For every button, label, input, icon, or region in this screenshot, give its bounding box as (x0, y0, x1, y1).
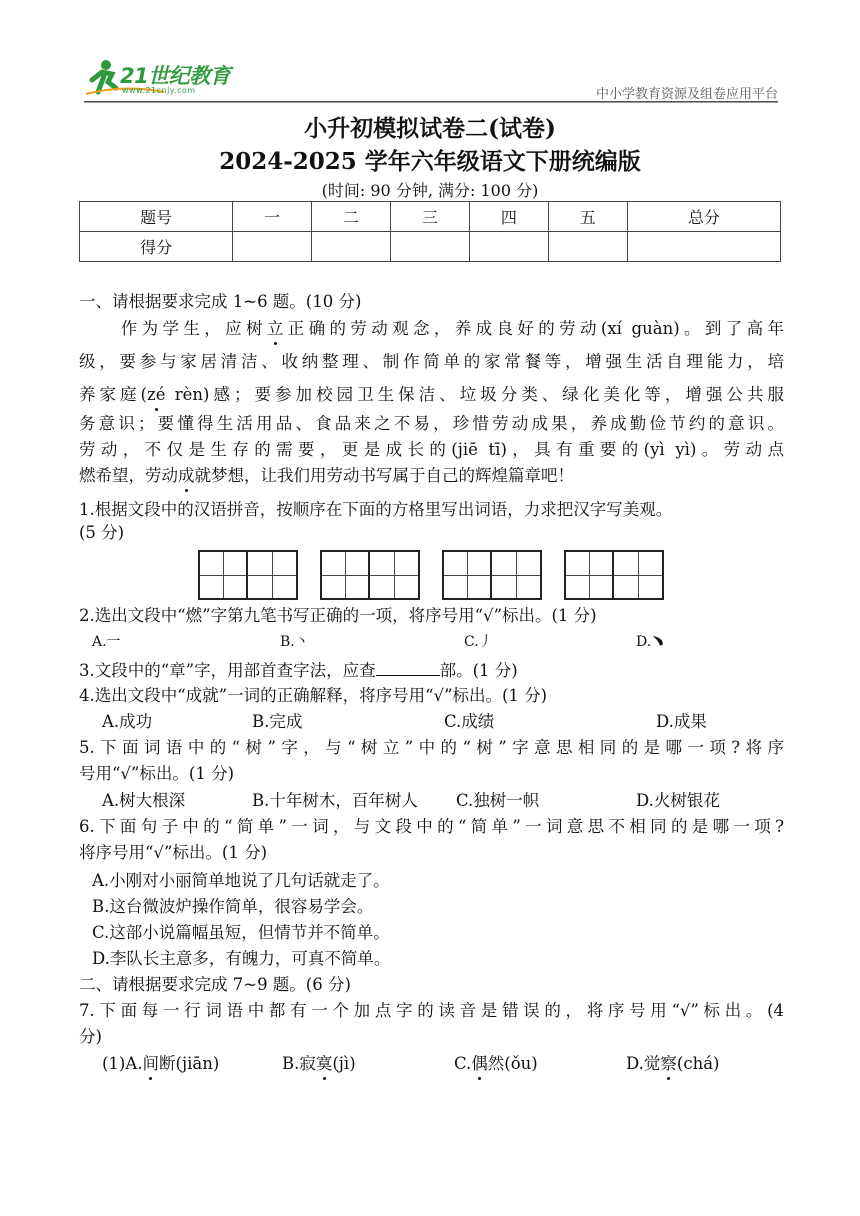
q7-row1-option-a[interactable]: (1)A.间断(jiān) (102, 1054, 220, 1073)
score-table (79, 201, 781, 262)
question-2: 2.选出文段中“燃”字第九笔书写正确的一项，将序号用“√”标出。(1 分) (79, 606, 597, 625)
passage-line: 养家庭(zé rèn)感；要参加校园卫生保洁、垃圾分类、绿化美化等，增强公共服 (79, 385, 784, 404)
q4-option-c[interactable]: C.成绩 (444, 712, 495, 731)
question-7: 7.下面每一行词语中都有一个加点字的读音是错误的，将序号用“√”标出。(4 (79, 1001, 784, 1020)
q2-option-d[interactable]: D.﹅ (636, 634, 666, 650)
q5-option-a[interactable]: A.树大根深 (102, 791, 186, 810)
score-row-label: 得分 (80, 232, 233, 262)
logo-text: 21世纪教育 (120, 64, 231, 88)
question-6-cont: 将序号用“√”标出。(1 分) (79, 843, 268, 862)
q7-row1-option-b[interactable]: B.寂寞(jì) (282, 1054, 356, 1073)
question-5: 5.下面词语中的“树”字，与“树立”中的“树”字意思相同的是哪一项?将序 (79, 738, 784, 757)
passage-line: 级，要参与家居清洁、收纳整理、制作简单的家常餐等，增强生活自理能力，培 (79, 352, 784, 371)
score-cell[interactable] (627, 232, 780, 262)
exam-time-score: (时间: 90 分钟, 满分: 100 分) (321, 181, 539, 200)
q2-option-b[interactable]: B.丶 (280, 634, 309, 650)
q5-option-c[interactable]: C.独树一帜 (456, 791, 540, 810)
score-cell[interactable] (233, 232, 312, 262)
q7-row1-option-d[interactable]: D.觉察(chá) (626, 1054, 720, 1073)
score-header-cell: 三 (391, 202, 470, 232)
q7-row1-option-c[interactable]: C.偶然(ǒu) (454, 1054, 538, 1073)
writing-grid[interactable] (198, 550, 298, 600)
grid-cell[interactable] (322, 552, 370, 598)
writing-grid[interactable] (320, 550, 420, 600)
q4-option-b[interactable]: B.完成 (252, 712, 303, 731)
platform-name: 中小学教育资源及组卷应用平台 (595, 87, 778, 102)
section2-heading: 二、请根据要求完成 7~9 题。(6 分) (79, 975, 351, 994)
passage-line: 务意识；要懂得生活用品、食品来之不易，珍惜劳动成果，养成勤俭节约的意识。 (79, 414, 784, 433)
q6-option-b[interactable]: B.这台微波炉操作简单，很容易学会。 (92, 897, 374, 916)
q6-option-d[interactable]: D.李队长主意多，有魄力，可真不简单。 (92, 949, 391, 968)
passage-line: 劳动，不仅是生存的需要，更是成长的(jiē tī)，具有重要的(yì yì)。劳动点 (79, 440, 784, 459)
q6-option-c[interactable]: C.这部小说篇幅虽短，但情节并不简单。 (92, 923, 390, 942)
grid-cell[interactable] (492, 552, 540, 598)
question-6: 6.下面句子中的“简单”一词，与文段中的“简单”一词意思不相同的是哪一项? (79, 817, 784, 836)
score-header-cell: 二 (312, 202, 391, 232)
grid-cell[interactable] (444, 552, 492, 598)
question-1: 1.根据文段中的汉语拼音，按顺序在下面的方格里写出词语，力求把汉字写美观。 (79, 500, 673, 519)
writing-grid[interactable] (564, 550, 664, 600)
grid-cell[interactable] (248, 552, 296, 598)
q2-option-a[interactable]: A.一 (92, 634, 121, 650)
score-header-cell: 总分 (627, 202, 780, 232)
grid-cell[interactable] (614, 552, 662, 598)
writing-grid[interactable] (442, 550, 542, 600)
score-cell[interactable] (312, 232, 391, 262)
header-divider (84, 101, 778, 103)
q6-option-a[interactable]: A.小刚对小丽简单地说了几句话就走了。 (92, 871, 390, 890)
score-header-cell: 题号 (80, 202, 233, 232)
score-cell[interactable] (548, 232, 627, 262)
score-header-cell: 五 (548, 202, 627, 232)
score-header-cell: 一 (233, 202, 312, 232)
answer-blank[interactable] (376, 659, 440, 676)
question-5-cont: 号用“√”标出。(1 分) (79, 764, 235, 783)
question-7-cont: 分) (79, 1027, 102, 1046)
q2-option-c[interactable]: C.丿 (464, 634, 493, 650)
score-cell[interactable] (469, 232, 548, 262)
passage-line: 燃希望，劳动成就梦想，让我们用劳动书写属于自己的辉煌篇章吧！ (79, 466, 574, 485)
grid-cell[interactable] (370, 552, 418, 598)
exam-subtitle-year: 2024-2025 学年六年级语文下册统编版 (219, 148, 641, 175)
score-cell[interactable] (391, 232, 470, 262)
q5-option-d[interactable]: D.火树银花 (636, 791, 720, 810)
logo-url: www.21cnjy.com (122, 86, 196, 95)
score-header-cell: 四 (469, 202, 548, 232)
question-1-score: (5 分) (79, 523, 125, 542)
section1-heading: 一、请根据要求完成 1~6 题。(10 分) (79, 292, 362, 311)
exam-title: 小升初模拟试卷二(试卷) (304, 115, 556, 142)
q4-option-d[interactable]: D.成果 (656, 712, 707, 731)
grid-cell[interactable] (566, 552, 614, 598)
grid-cell[interactable] (200, 552, 248, 598)
score-table-score-row (80, 232, 781, 262)
passage-line: 作为学生，应树立正确的劳动观念，养成良好的劳动(xí guàn)。到了高年 (79, 319, 785, 338)
question-4: 4.选出文段中“成就”一词的正确解释，将序号用“√”标出。(1 分) (79, 686, 548, 705)
q4-option-a[interactable]: A.成功 (102, 712, 153, 731)
score-table-header-row (80, 202, 781, 232)
question-3: 3.文段中的“章”字，用部首查字法，应查 部。(1 分) (79, 661, 518, 680)
q5-option-b[interactable]: B.十年树木，百年树人 (252, 791, 418, 810)
